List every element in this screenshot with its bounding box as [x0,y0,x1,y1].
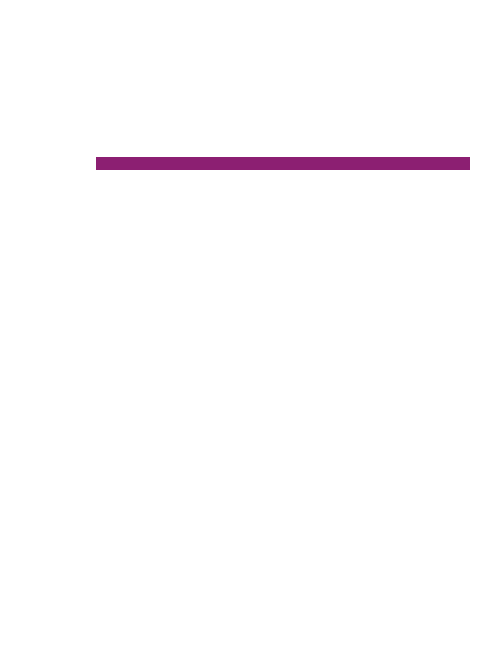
table-header [96,157,470,170]
